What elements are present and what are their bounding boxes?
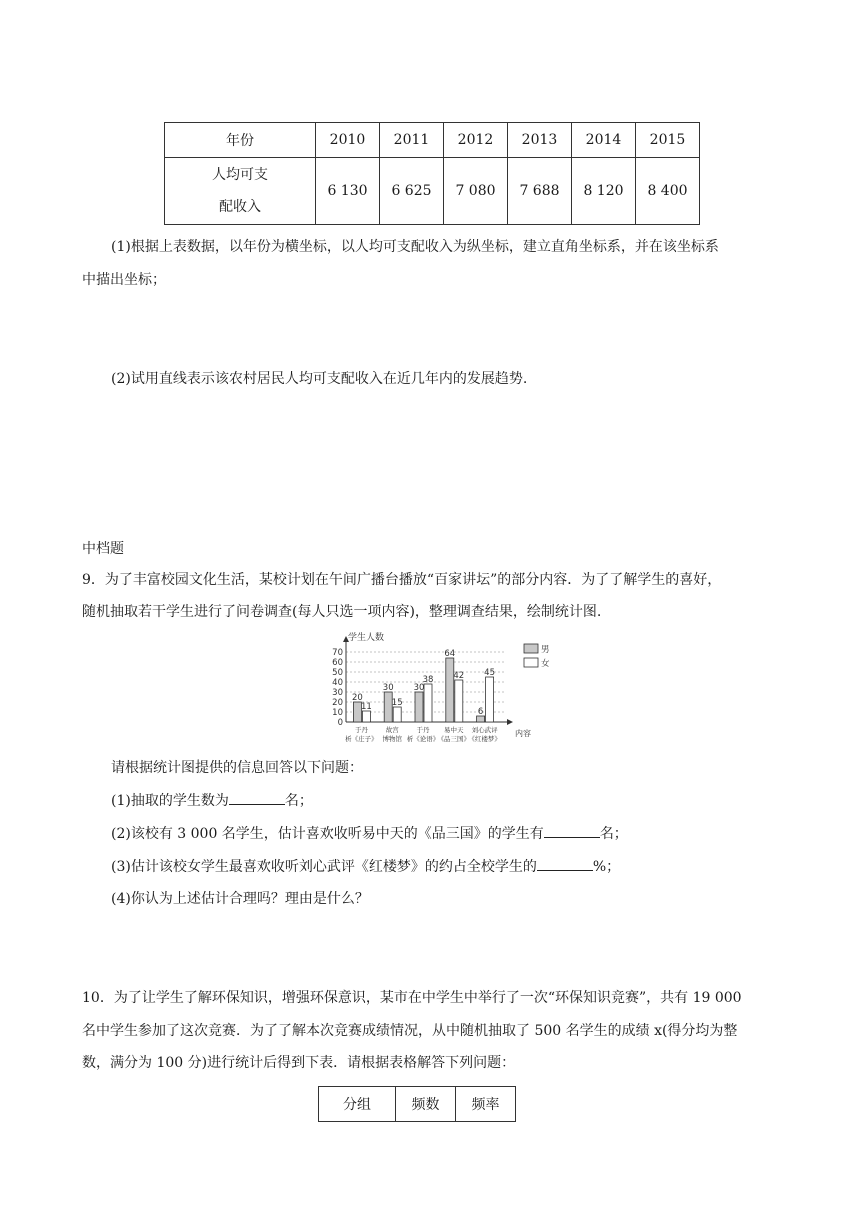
table-cell: 2011: [380, 123, 444, 158]
q10-line1: 10．为了让学生了解环保知识，增强环保意识，某市在中学生中举行了一次“环保知识竞赛”，共有 19 000: [82, 990, 742, 1006]
q9-sub2-text: (2)该校有 3 000 名学生，估计喜欢收听易中天的《品三国》的学生有: [111, 826, 544, 842]
x-axis-arrow: [507, 719, 513, 725]
table-cell: 2015: [636, 123, 700, 158]
y-tick-label: 60: [332, 658, 343, 668]
category-label: 析《庄子》: [345, 735, 378, 743]
answer-blank[interactable]: [537, 858, 593, 871]
table-cell: 8 120: [572, 158, 636, 225]
row-label-line: 人均可支: [212, 167, 268, 183]
q9-line1: 9．为了丰富校园文化生活，某校计划在午间广播台播放“百家讲坛”的部分内容．为了了解学生的喜好，: [82, 572, 722, 588]
data-label: 42: [453, 671, 465, 681]
q9-sub3: [111, 856, 620, 876]
q10-line2: 名中学生参加了这次竞赛．为了了解本次竞赛成绩情况，从中随机抽取了 500 名学生的成绩 x(得分均为整: [82, 1023, 738, 1039]
y-tick-label: 50: [332, 668, 343, 678]
category-label: 刘心武评: [471, 726, 498, 734]
category-label: 于丹: [354, 726, 368, 734]
category-label: 博物馆: [382, 735, 402, 743]
table-header-year: 年份: [165, 123, 316, 158]
q9-sub1: [111, 790, 313, 810]
bar: [446, 658, 454, 722]
table-cell: 2014: [572, 123, 636, 158]
q9-intro: 请根据统计图提供的信息回答以下问题：: [111, 760, 363, 776]
data-label: 30: [413, 683, 425, 693]
bar-chart: [320, 630, 550, 746]
q9-sub3-unit: %；: [592, 859, 621, 875]
table-cell: 8 400: [636, 158, 700, 225]
category-label: 《红楼梦》: [468, 735, 501, 743]
row-label-line: 配收入: [219, 199, 261, 215]
table-cell: 7 688: [508, 158, 572, 225]
legend-swatch: [524, 644, 538, 653]
legend-label: 女: [541, 659, 550, 669]
y-tick-label: 0: [337, 718, 343, 728]
table-cell: 6 130: [316, 158, 380, 225]
table-header: 频率: [456, 1087, 516, 1122]
data-label: 20: [351, 693, 363, 703]
data-label: 30: [382, 683, 394, 693]
q10-line3: 数，满分为 100 分)进行统计后得到下表．请根据表格解答下列问题：: [82, 1055, 516, 1071]
income-table: [164, 122, 700, 225]
x-axis-title: 内容: [515, 729, 531, 738]
category-label: 《品三国》: [437, 735, 471, 743]
category-label: 析《论语》: [406, 735, 440, 743]
q8-part1-line1: (1)根据上表数据，以年份为横坐标，以人均可支配收入为纵坐标，建立直角坐标系，并在该坐标系: [111, 239, 719, 255]
q8-part2: (2)试用直线表示该农村居民人均可支配收入在近几年内的发展趋势.: [111, 371, 528, 387]
category-label: 于丹: [416, 726, 430, 734]
q9-sub4: (4)你认为上述估计合理吗？理由是什么？: [111, 891, 369, 907]
y-tick-label: 10: [332, 708, 343, 718]
bar: [362, 711, 370, 722]
q8-part1-line2: 中描出坐标；: [82, 272, 166, 288]
q9-sub1-text: (1)抽取的学生数为: [111, 793, 229, 809]
data-label: 6: [477, 707, 484, 717]
y-tick-label: 20: [332, 698, 343, 708]
bar: [486, 677, 494, 722]
y-tick-label: 70: [332, 648, 343, 658]
section-label: 中档题: [82, 541, 124, 557]
answer-blank[interactable]: [544, 825, 600, 838]
category-label: 易中天: [444, 726, 464, 734]
table-header-income: [165, 158, 316, 225]
legend-label: 男: [541, 645, 550, 655]
table-cell: 2013: [508, 123, 572, 158]
y-axis-title: 学生人数: [348, 633, 385, 643]
data-label: 64: [444, 649, 456, 659]
data-label: 15: [391, 698, 403, 708]
q9-sub2-unit: 名；: [599, 826, 628, 842]
y-tick-label: 40: [332, 678, 343, 688]
category-label: 故宫: [385, 726, 399, 734]
bar: [424, 684, 432, 722]
bar: [415, 692, 423, 722]
table-cell: 2012: [444, 123, 508, 158]
table-cell: 7 080: [444, 158, 508, 225]
bar: [455, 680, 463, 722]
data-label: 11: [360, 702, 372, 712]
bar: [393, 707, 401, 722]
y-tick-label: 30: [332, 688, 343, 698]
answer-blank[interactable]: [229, 792, 285, 805]
legend-swatch: [524, 658, 538, 667]
table-header: 分组: [319, 1087, 396, 1122]
data-label: 45: [484, 668, 496, 678]
q9-line2: 随机抽取若干学生进行了问卷调查(每人只选一项内容)，整理调查结果，绘制统计图.: [82, 604, 602, 620]
q9-sub2: [111, 823, 628, 843]
data-label: 38: [422, 675, 434, 685]
table-cell: 6 625: [380, 158, 444, 225]
table-cell: 2010: [316, 123, 380, 158]
group-table: [318, 1086, 516, 1122]
q9-sub1-unit: 名；: [284, 793, 313, 809]
q9-sub3-text: (3)估计该校女学生最喜欢收听刘心武评《红楼梦》的约占全校学生的: [111, 859, 537, 875]
table-header: 频数: [396, 1087, 456, 1122]
